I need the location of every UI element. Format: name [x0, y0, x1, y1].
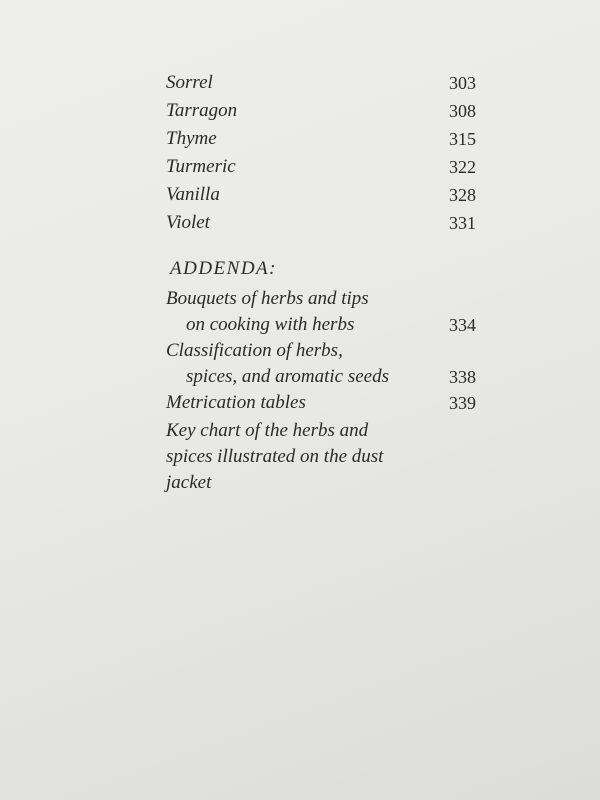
toc-entry-bouquets	[166, 286, 476, 338]
toc-entry-sorrel	[166, 70, 476, 96]
toc-entry-line: jacket	[166, 472, 212, 493]
toc-entry-line: on cooking with herbs	[186, 314, 355, 335]
toc-entry-page: 308	[449, 101, 476, 121]
toc-entry-thyme	[166, 126, 476, 152]
addenda-heading: ADDENDA:	[170, 258, 277, 279]
toc-entry-page: 339	[449, 393, 476, 413]
toc-entry-title: Vanilla	[166, 184, 220, 205]
toc-entry-page: 338	[449, 367, 476, 387]
toc-entry-title: Thyme	[166, 128, 217, 149]
toc-entry-line: spices illustrated on the dust	[166, 446, 384, 467]
toc-entry-vanilla	[166, 182, 476, 208]
toc-entry-page: 315	[449, 129, 476, 149]
toc-entry-title: Turmeric	[166, 156, 236, 177]
toc-entry-turmeric	[166, 154, 476, 180]
toc-entry-classification	[166, 338, 476, 390]
toc-entry-line: Metrication tables	[166, 392, 306, 413]
toc-word: Classification	[166, 340, 272, 361]
toc-entry-page: 322	[449, 157, 476, 177]
toc-entry-page: 328	[449, 185, 476, 205]
toc-entry-page: 334	[449, 315, 476, 335]
toc-entry-tarragon	[166, 98, 476, 124]
toc-entry-line: Bouquets of herbs and tips	[166, 288, 369, 309]
toc-entry-line: Key chart of the herbs and	[166, 420, 369, 441]
toc-entry-title: Violet	[166, 212, 210, 233]
toc-entry-line	[166, 338, 406, 364]
toc-entry-line: spices, and aromatic seeds	[186, 366, 389, 387]
toc-entry-key-chart	[166, 418, 476, 496]
toc-word: herbs,	[295, 340, 343, 361]
toc-entry-title: Tarragon	[166, 100, 238, 121]
toc-entry-violet	[166, 210, 476, 236]
toc-entry-page: 331	[449, 213, 476, 233]
toc-entry-metrication	[166, 390, 476, 416]
toc-word: of	[276, 340, 292, 361]
toc-entry-page: 303	[449, 73, 476, 93]
toc-entry-title: Sorrel	[166, 72, 213, 93]
